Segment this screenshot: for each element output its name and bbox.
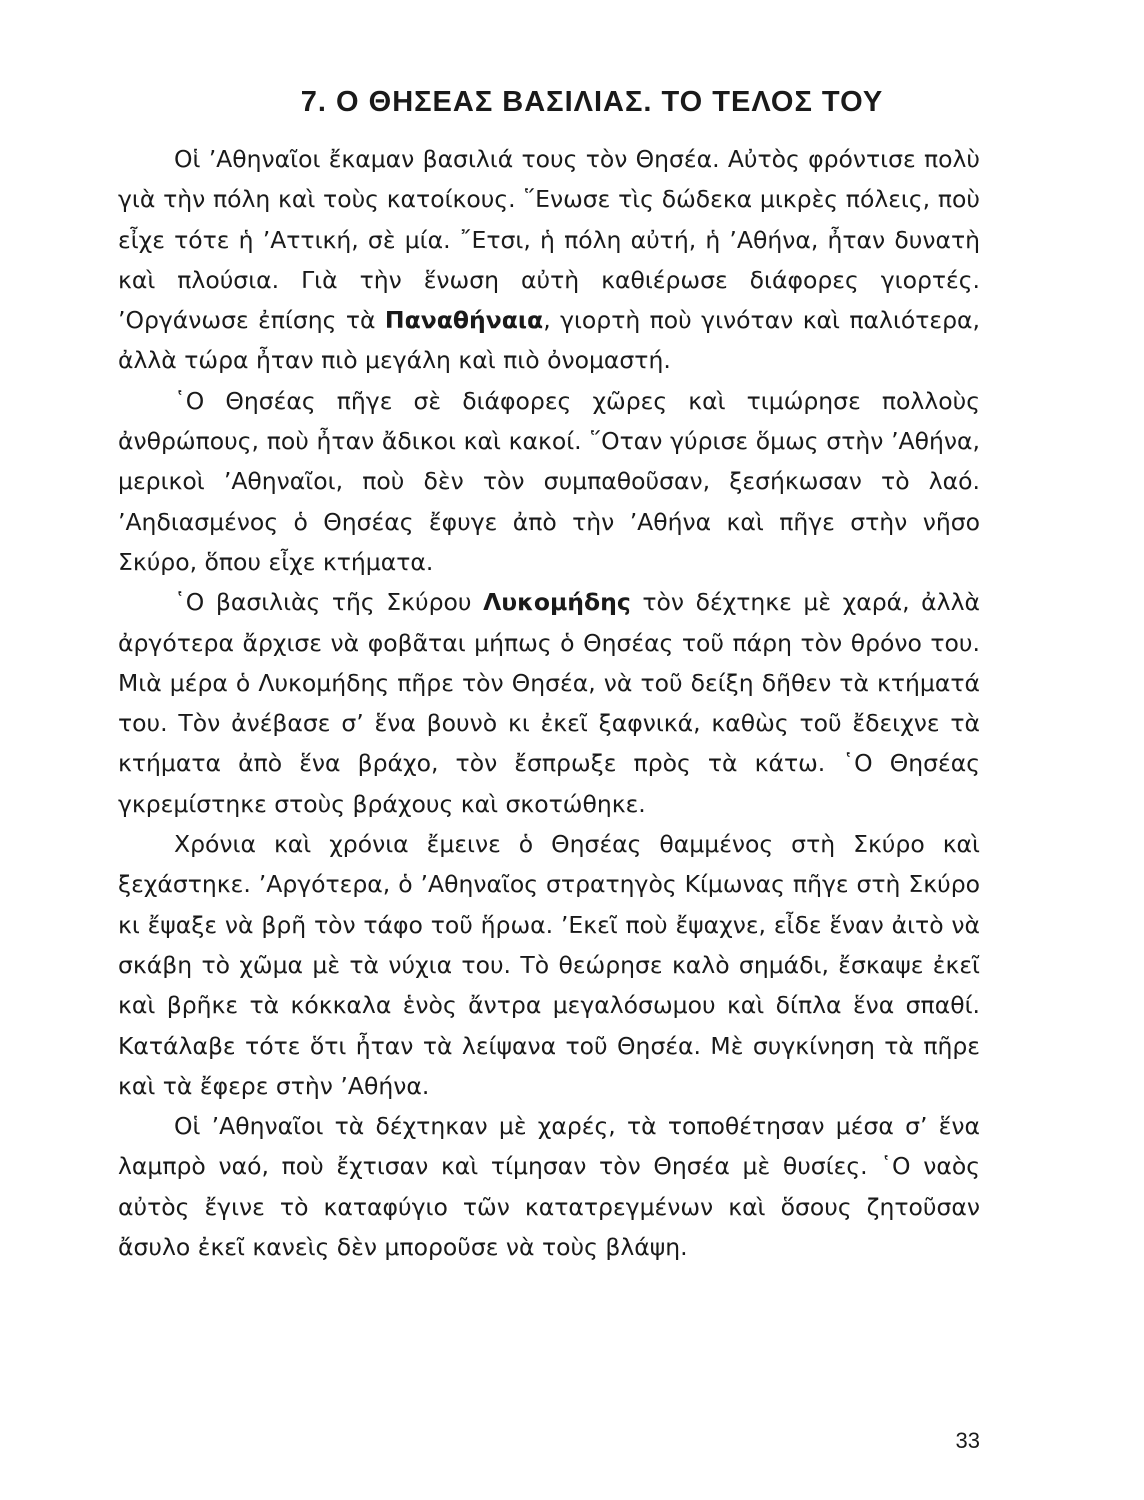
term-panathenaia: Παναθήναια (384, 306, 544, 335)
page-number: 33 (955, 1428, 980, 1453)
paragraph-4 (118, 824, 980, 1106)
paragraph-5-text: Οἱ ’Αθηναῖοι τὰ δέχτηκαν μὲ χαρές, τὰ τοποθέτησαν μέσα σ’ ἕνα λαμπρὸ ναό, ποὺ ἔχτισαν καὶ τίμησαν τὸν Θησέα μὲ θυσίες. ῾Ο ναὸς αὐτὸς ἔγινε τὸ καταφύγιο τῶν κατατρεγμένων καὶ ὅσους ζητοῦσαν ἄσυλο ἐκεῖ κανεὶς δὲν μποροῦσε νὰ τοὺς βλάψη. (118, 1112, 980, 1262)
paragraph-1 (118, 139, 980, 381)
term-lykomidis: Λυκομήδης (483, 588, 631, 617)
paragraph-4-text: Χρόνια καὶ χρόνια ἔμεινε ὁ Θησέας θαμμένος στὴ Σκύρο καὶ ξεχάστηκε. ’Αργότερα, ὁ ’Αθηναῖος στρατηγὸς Κίμωνας πῆγε στὴ Σκύρο κι ἔψαξε νὰ βρῆ τὸν τάφο τοῦ ἥρωα. ’Εκεῖ ποὺ ἔψαχνε, εἶδε ἕναν ἀιτὸ νὰ σκάβη τὸ χῶμα μὲ τὰ νύχια του. Τὸ θεώρησε καλὸ σημάδι, ἔσκαψε ἐκεῖ καὶ βρῆκε τὰ κόκκαλα ἑνὸς ἄντρα μεγαλόσωμου καὶ δίπλα ἕνα σπαθί. Κατάλαβε τότε ὅτι ἦταν τὰ λείψανα τοῦ Θησέα. Μὲ συγκίνηση τὰ πῆρε καὶ τὰ ἔφερε στὴν ’Αθήνα. (118, 830, 980, 1100)
body-text (118, 139, 980, 1267)
paragraph-3 (118, 582, 980, 824)
paragraph-3-text-b: τὸν δέχτηκε μὲ χαρά, ἀλλὰ ἀργότερα ἄρχισε νὰ φοβᾶται μήπως ὁ Θησέας τοῦ πάρη τὸν θρόνο του. Μιὰ μέρα ὁ Λυκομήδης πῆρε τὸν Θησέα, νὰ τοῦ δείξη δῆθεν τὰ κτήματά του. Τὸν ἀνέβασε σ’ ἕνα βουνὸ κι ἐκεῖ ξαφνικά, καθὼς τοῦ ἔδειχνε τὰ κτήματα ἀπὸ ἕνα βράχο, τὸν ἔσπρωξε πρὸς τὰ κάτω. ῾Ο Θησέας γκρεμίστηκε στοὺς βράχους καὶ σκοτώθηκε. (118, 588, 980, 818)
paragraph-1-text-b: , γιορτὴ ποὺ γινόταν καὶ παλιότερα, ἀλλὰ τώρα ἦταν πιὸ μεγάλη καὶ πιὸ ὀνομαστή. (118, 306, 980, 375)
chapter-title: 7. Ο ΘΗΣΕΑΣ ΒΑΣΙΛΙΑΣ. ΤΟ ΤΕΛΟΣ ΤΟΥ (300, 86, 884, 118)
paragraph-5 (118, 1106, 980, 1267)
paragraph-2 (118, 381, 980, 582)
paragraph-2-text: ῾Ο Θησέας πῆγε σὲ διάφορες χῶρες καὶ τιμώρησε πολλοὺς ἀνθρώπους, ποὺ ἦταν ἄδικοι καὶ κακοί. ῞Οταν γύρισε ὅμως στὴν ’Αθήνα, μερικοὶ ’Αθηναῖοι, ποὺ δὲν τὸν συμπαθοῦσαν, ξεσήκωσαν τὸ λαό. ’Αηδιασμένος ὁ Θησέας ἔφυγε ἀπὸ τὴν ’Αθήνα καὶ πῆγε στὴν νῆσο Σκύρο, ὅπου εἶχε κτήματα. (118, 386, 980, 576)
paragraph-1-text-a: Οἱ ’Αθηναῖοι ἔκαμαν βασιλιά τους τὸν Θησέα. Αὐτὸς φρόντισε πολὺ γιὰ τὴν πόλη καὶ τοὺς κατοίκους. ῞Ενωσε τὶς δώδεκα μικρὲς πόλεις, ποὺ εἶχε τότε ἡ ’Αττική, σὲ μία. ῎Ετσι, ἡ πόλη αὐτή, ἡ ’Αθήνα, ἦταν δυνατὴ καὶ πλούσια. Γιὰ τὴν ἕνωση αὐτὴ καθιέρωσε διάφορες γιορτές. ’Οργάνωσε ἐπίσης τὰ (118, 145, 980, 335)
paragraph-3-text-a: ῾Ο βασιλιὰς τῆς Σκύρου (174, 588, 484, 617)
